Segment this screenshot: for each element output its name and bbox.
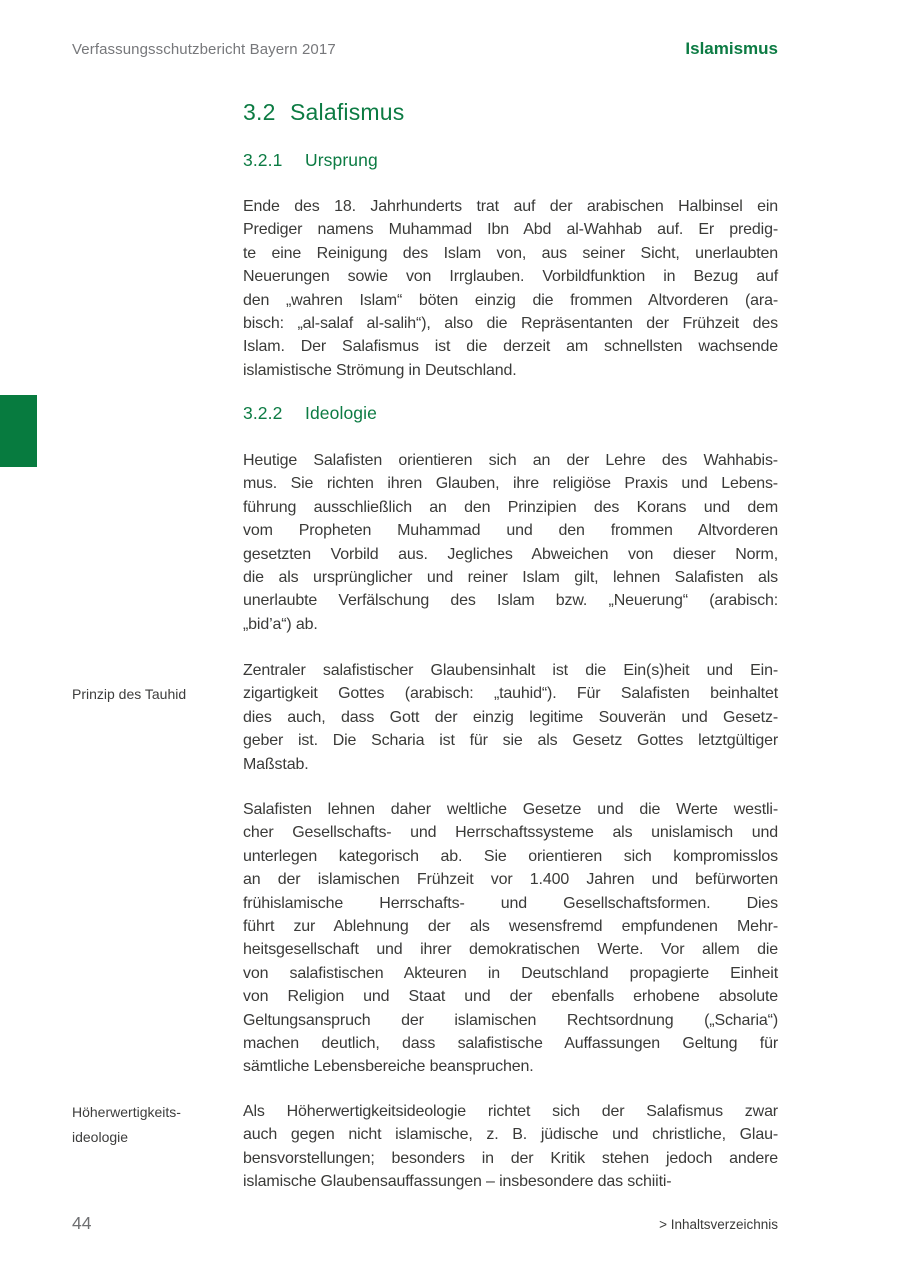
subsection-heading-ideologie xyxy=(243,403,377,424)
chapter-label: Islamismus xyxy=(685,39,778,58)
body-paragraph-ideologie-1: Heutige Salafisten orientieren sich an der Lehre des Wahhabis- mus. Sie richten ihren Glauben, ihre religiöse Praxis und Lebens- führung ausschließlich an den Prinzipien des Korans und dem vom Propheten Muhammad und den frommen Altvorderen gesetzten Vorbild aus. Jegliches Abweichen von dieser Norm, die als ursprünglicher und reiner Islam gilt, lehnen Salafisten als unerlaubte Verfälschung des Islam bzw. „Neuerung“ (arabisch: „bid’a“) ab. xyxy=(243,452,778,633)
body-paragraph-ursprung: Ende des 18. Jahrhunderts trat auf der arabischen Halbinsel ein Prediger namens Muhammad Ibn Abd al-Wahhab auf. Er predig- te eine Reinigung des Islam von, aus seiner Sicht, unerlaubten Neuerungen sowie von Irrglauben. Vorbildfunktion in Bezug auf den „wahren Islam“ böten einzig die frommen Altvorderen (ara- bisch: „al-salaf al-salih“), also die Repräsentanten der Frühzeit des Islam. Der Salafismus ist die derzeit am schnellsten wachsende islamistische Strömung in Deutschland. xyxy=(243,198,778,379)
chapter-tab-marker xyxy=(0,395,37,467)
section-title: Salafismus xyxy=(290,99,405,125)
body-paragraph-hoeherwertigkeit: Als Höherwertigkeitsideologie richtet sich der Salafismus zwar auch gegen nicht islamische, z. B. jüdische und christliche, Glau- bensvorstellungen; besonders in der Kritik stehen jedoch andere islamische Glaubensauffassungen – insbesondere das schiiti- xyxy=(243,1103,778,1191)
section-heading xyxy=(243,99,404,125)
body-paragraph-tauhid: Zentraler salafistischer Glaubensinhalt ist die Ein(s)heit und Ein- zigartigkeit Gottes (arabisch: „tauhid“). Für Salafisten beinhaltet dies auch, dass Gott der einzig legitime Souverän und Gesetz- geber ist. Die Scharia ist für sie als Gesetz Gottes letztgültiger Maßstab. xyxy=(243,662,778,773)
subsection-heading-ursprung xyxy=(243,150,378,171)
subsection-number: 3.2.2 xyxy=(243,403,283,423)
section-number: 3.2 xyxy=(243,99,276,125)
toc-link[interactable]: > Inhaltsverzeichnis xyxy=(659,1217,778,1232)
subsection-title: Ursprung xyxy=(305,150,378,170)
subsection-number: 3.2.1 xyxy=(243,150,283,170)
margin-note-hoeherwertigkeit: Höherwertigkeits- ideologie xyxy=(72,1104,181,1145)
report-title: Verfassungsschutzbericht Bayern 2017 xyxy=(72,41,336,58)
page-number: 44 xyxy=(72,1213,92,1233)
body-paragraph-ideologie-2: Salafisten lehnen daher weltliche Gesetze und die Werte westli- cher Gesellschafts- und Herrschaftssysteme als unislamisch und unterlegen kategorisch ab. Sie orientieren sich kompromisslos an der islamischen Frühzeit vor 1.400 Jahren und befürworten frühislamische Herrschafts- und Gesellschaftsformen. Dies führt zur Ablehnung der als wesensfremd empfundenen Mehr- heitsgesellschaft und ihrer demokratischen Werte. Vor allem die von salafistischen Akteuren in Deutschland propagierte Einheit von Religion und Staat und der ebenfalls erhobene absolute Geltungsanspruch der islamischen Rechtsordnung („Scharia“) machen deutlich, dass salafistische Auffassungen Geltung für sämtliche Lebensbereiche beanspruchen. xyxy=(243,801,778,1076)
margin-note-tauhid: Prinzip des Tauhid xyxy=(72,686,187,702)
subsection-title: Ideologie xyxy=(305,403,377,423)
